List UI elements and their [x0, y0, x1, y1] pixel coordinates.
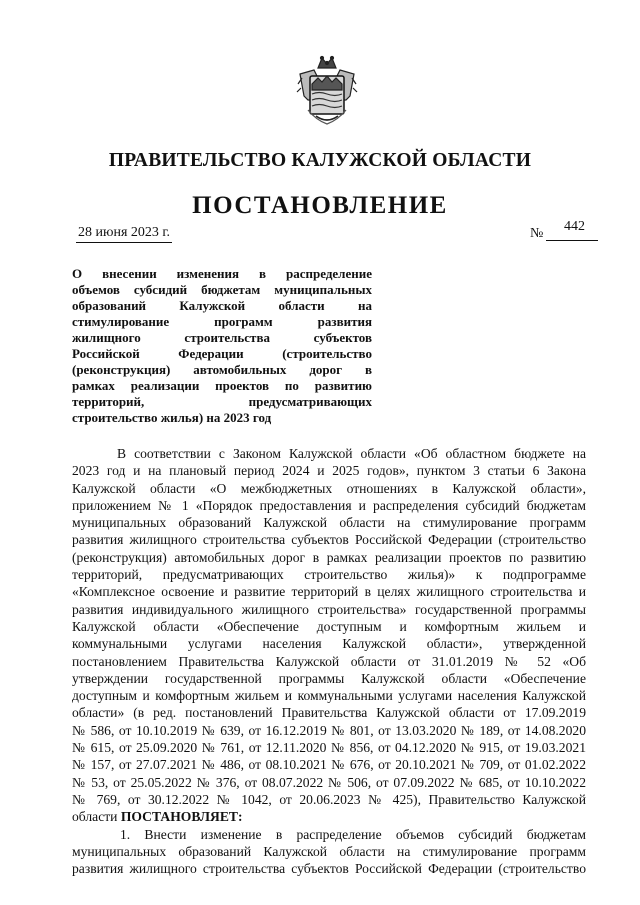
coat-of-arms-icon: [296, 54, 358, 128]
body-final-line: [72, 808, 586, 825]
body-line: № 615, от 25.09.2020 № 761, от 12.11.2020 № 856, от 04.12.2020 № 915, от 19.03.2021: [72, 740, 586, 756]
item-line: развития жилищного строительства субъектов Российской Федерации (строительство: [72, 861, 586, 877]
subject-line: территорий, предусматривающих: [72, 394, 372, 409]
body-line: развития жилищного строительства субъектов Российской Федерации (строительство: [72, 532, 586, 548]
subject-line: строительство жилья) на 2023 год: [72, 410, 272, 425]
subject-line: Российской Федерации (строительство: [72, 346, 372, 361]
subject-line: объемов субсидий бюджетам муниципальных: [72, 282, 372, 297]
body-line: № 769, от 30.12.2022 № 1042, от 20.06.2023 № 425), Правительство Калужской: [72, 791, 586, 807]
item-line: муниципальных образований Калужской области на стимулирование программ: [72, 843, 586, 859]
body-line: В соответствии с Законом Калужской области «Об областном бюджете на: [117, 446, 586, 461]
body-line: Калужской области «О межбюджетных отношениях в Калужской области»,: [72, 480, 586, 496]
subject-line: (реконструкция) автомобильных дорог в: [72, 362, 372, 377]
subject-line: рамках реализации проектов по развитию: [72, 378, 372, 393]
body-line: территорий, предусматривающих строительство жилья)» к подпрограмме: [72, 567, 586, 583]
postanovlyaet-keyword: ПОСТАНОВЛЯЕТ:: [120, 809, 243, 825]
body-line: № 157, от 27.07.2021 № 486, от 08.10.2021 № 676, от 20.10.2021 № 709, от 01.02.2022: [72, 757, 586, 773]
body-line: 2023 год и на плановый период 2024 и 2025 годов», пунктом 3 статьи 6 Закона: [72, 463, 586, 479]
body-line: коммунальными услугами населения Калужской области», утвержденной: [72, 636, 586, 652]
body-line: «Комплексное освоение и развитие территорий в целях жилищного строительства и: [72, 584, 586, 600]
document-number: 442: [564, 219, 585, 234]
body-line: муниципальных образований Калужской области на стимулирование программ: [72, 515, 586, 531]
organization-title: ПРАВИТЕЛЬСТВО КАЛУЖСКОЙ ОБЛАСТИ: [108, 150, 532, 171]
document-type-title: ПОСТАНОВЛЕНИЕ: [192, 192, 448, 219]
document-date: 28 июня 2023 г.: [76, 225, 172, 243]
body-line: области» (в ред. постановлений Правительства Калужской области от 17.09.2019: [72, 705, 586, 721]
subject-line: образований Калужской области на: [72, 298, 372, 313]
body-line: утверждении государственной программы Калужской области «Обеспечение: [72, 670, 586, 686]
body-line: № 586, от 10.10.2019 № 639, от 16.12.2019 № 801, от 13.03.2020 № 189, от 14.08.2020: [72, 722, 586, 738]
body-line: Калужской области «Обеспечение доступным и комфортным жильем и: [72, 618, 586, 634]
document-subject: [72, 266, 372, 426]
body-final-prefix: области: [72, 809, 118, 825]
body-line: приложением № 1 «Порядок предоставления и распределения субсидий бюджетам: [72, 497, 586, 513]
body-line: № 53, от 25.05.2022 № 376, от 08.07.2022 № 506, от 07.09.2022 № 685, от 10.10.2022: [72, 774, 586, 790]
number-label: №: [530, 226, 544, 241]
subject-line: стимулирование программ развития: [72, 314, 372, 329]
number-underline: [546, 240, 598, 241]
subject-line: жилищного строительства субъектов: [72, 330, 372, 345]
subject-line: О внесении изменения в распределение: [72, 266, 372, 281]
body-line: развития индивидуального жилищного строительства» государственной программы: [72, 601, 586, 617]
body-line: (реконструкция) автомобильных дорог в рамках реализации проектов по развитию: [72, 549, 586, 565]
item-line: 1. Внести изменение в распределение объемов субсидий бюджетам: [120, 826, 586, 842]
document-body: [72, 445, 586, 877]
body-line: постановлением Правительства Калужской области от 31.01.2019 № 52 «Об: [72, 653, 586, 669]
body-line: доступным и комфортным жильем и коммунальными услугами населения Калужской: [72, 688, 586, 704]
